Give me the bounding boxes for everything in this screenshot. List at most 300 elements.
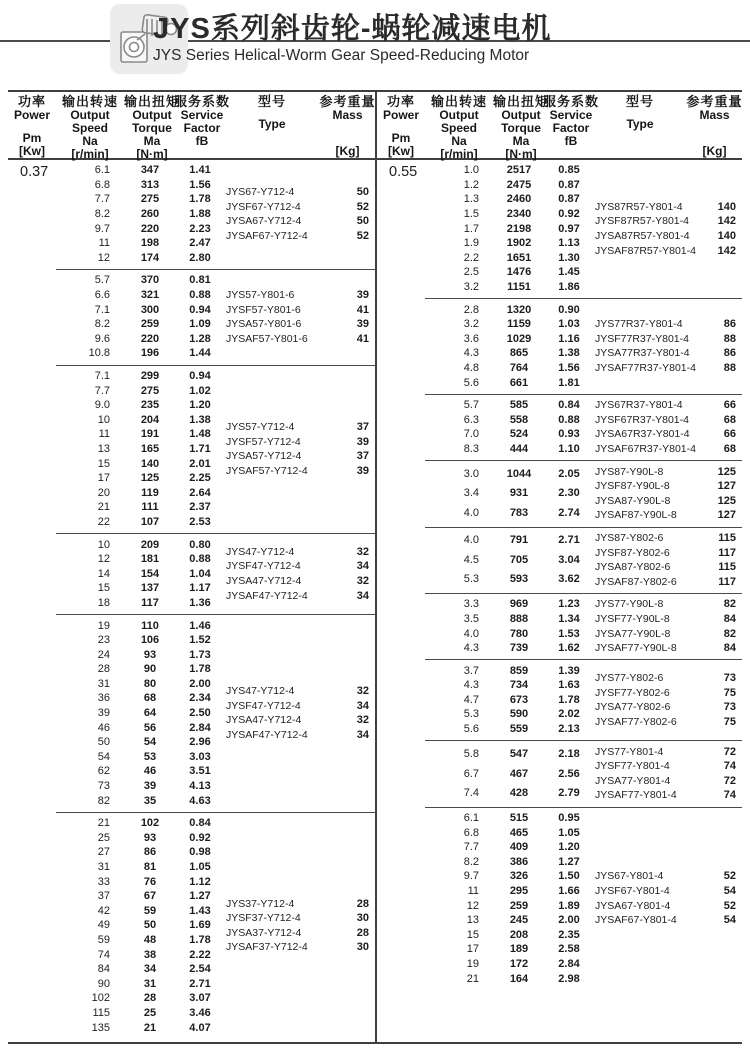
torque-cell: 260 — [140, 208, 160, 221]
table-row — [56, 552, 224, 567]
torque-cell: 39 — [143, 780, 157, 793]
model-type: JYSF47-Y712-4 — [226, 699, 301, 712]
torque-cell: 196 — [140, 347, 160, 360]
power-column-spacer — [8, 369, 56, 530]
torque-cell: 791 — [509, 534, 529, 547]
mass-unit: [Kg] — [335, 144, 360, 158]
numeric-rows — [56, 618, 224, 808]
table-row — [425, 626, 593, 641]
power-symbol: Pm — [22, 131, 42, 145]
model-row — [593, 671, 736, 686]
speed-cell: 6.6 — [94, 289, 110, 302]
speed-cell: 1.9 — [463, 237, 479, 250]
numeric-rows — [425, 398, 593, 456]
torque-cell: 661 — [509, 376, 529, 389]
table-row — [425, 957, 593, 972]
power-label-cn: 功率 — [17, 94, 46, 109]
model-row — [224, 698, 369, 713]
model-type: JYSF67-Y801-4 — [595, 885, 670, 898]
speed-cell: 9.7 — [94, 222, 110, 235]
model-row — [593, 508, 736, 523]
model-list — [224, 369, 375, 530]
torque-cell: 119 — [141, 486, 159, 499]
numeric-rows — [425, 302, 593, 390]
factor-cell: 3.07 — [189, 992, 211, 1005]
factor-cell: 1.44 — [189, 347, 211, 360]
torque-cell: 321 — [140, 289, 160, 302]
factor-cell: 3.62 — [558, 573, 580, 586]
torque-cell: 1651 — [506, 251, 532, 264]
table-row — [425, 442, 593, 457]
model-mass: 74 — [723, 760, 736, 773]
speed-cell: 3.2 — [463, 318, 479, 331]
table-row — [56, 302, 224, 317]
speed-cell: 17 — [97, 472, 110, 485]
col-header-mass — [320, 95, 375, 158]
factor-cell: 1.13 — [558, 237, 580, 250]
torque-cell: 110 — [141, 619, 159, 632]
numeric-rows — [56, 369, 224, 530]
factor-cell: 1.78 — [189, 933, 211, 946]
torque-cell: 198 — [140, 237, 160, 250]
model-type: JYSF87R57-Y801-4 — [595, 215, 689, 228]
table-row — [425, 693, 593, 708]
torque-cell: 125 — [140, 472, 160, 485]
factor-cell: 2.47 — [189, 237, 211, 250]
factor-cell: 2.18 — [558, 748, 580, 761]
model-mass: 142 — [717, 215, 736, 228]
factor-cell: 3.51 — [189, 765, 211, 778]
torque-cell: 467 — [509, 767, 529, 780]
speed-cell: 4.0 — [463, 506, 479, 519]
torque-cell: 259 — [140, 318, 160, 331]
table-row — [425, 361, 593, 376]
table-row — [56, 471, 224, 486]
model-row — [593, 531, 736, 546]
model-row — [593, 744, 736, 759]
torque-cell: 313 — [140, 178, 160, 191]
table-row — [425, 207, 593, 222]
row-group — [377, 807, 742, 990]
model-mass: 88 — [723, 332, 736, 345]
factor-cell: 2.13 — [558, 723, 580, 736]
torque-cell: 209 — [140, 538, 160, 551]
power-unit: [Kw] — [19, 144, 45, 158]
table-row — [425, 265, 593, 280]
torque-cell: 164 — [509, 972, 529, 985]
model-row — [593, 913, 736, 928]
model-row — [224, 911, 369, 926]
table-header — [377, 92, 742, 160]
torque-label-cn: 输出扭矩 — [124, 94, 181, 109]
speed-cell: 3.0 — [463, 468, 479, 480]
speed-cell: 4.0 — [463, 627, 479, 640]
model-row — [593, 346, 736, 361]
factor-cell: 1.71 — [189, 442, 211, 455]
speed-cell: 1.2 — [463, 178, 479, 191]
torque-cell: 56 — [143, 721, 157, 734]
speed-cell: 5.6 — [463, 376, 479, 389]
torque-cell: 189 — [509, 943, 529, 956]
table-row — [56, 207, 224, 222]
table-row — [56, 991, 224, 1006]
torque-cell: 220 — [140, 332, 160, 345]
table-row — [56, 332, 224, 347]
factor-cell: 1.12 — [189, 875, 211, 888]
torque-cell: 86 — [143, 846, 157, 859]
table-row — [56, 793, 224, 808]
speed-cell: 5.7 — [94, 274, 110, 287]
model-mass: 34 — [356, 560, 369, 573]
table-row — [56, 706, 224, 721]
row-group — [8, 365, 375, 534]
factor-cell: 1.28 — [189, 332, 211, 345]
factor-cell: 1.09 — [189, 318, 211, 331]
factor-cell: 2.71 — [189, 977, 211, 990]
torque-cell: 1044 — [506, 468, 532, 480]
power-label-en: Power — [13, 108, 50, 122]
model-type: JYS77-Y802-6 — [595, 672, 664, 684]
model-type: JYS67-Y712-4 — [226, 186, 295, 199]
factor-cell: 0.97 — [558, 222, 580, 235]
torque-cell: 208 — [509, 928, 529, 941]
speed-cell: 21 — [97, 501, 110, 514]
torque-cell: 93 — [143, 648, 157, 661]
torque-cell: 21 — [143, 1021, 157, 1034]
table-row — [425, 597, 593, 612]
torque-cell: 90 — [143, 663, 157, 676]
power-column-spacer — [8, 163, 56, 265]
factor-cell: 2.00 — [558, 914, 580, 927]
speed-cell: 7.1 — [94, 370, 110, 383]
row-group — [8, 614, 375, 812]
model-mass: 50 — [356, 186, 369, 199]
torque-cell: 53 — [143, 750, 157, 763]
torque-cell: 515 — [509, 812, 529, 825]
table-row — [56, 1020, 224, 1035]
factor-cell: 2.79 — [558, 787, 580, 799]
torque-cell: 204 — [140, 413, 160, 426]
model-type: JYSAF47-Y712-4 — [226, 589, 308, 602]
torque-cell: 165 — [140, 442, 160, 455]
model-row — [593, 788, 736, 803]
torque-cell: 1320 — [506, 303, 532, 316]
factor-cell: 3.46 — [189, 1006, 211, 1019]
table-row — [56, 236, 224, 251]
speed-cell: 1.3 — [463, 193, 479, 206]
table-row — [425, 884, 593, 899]
speed-cell: 46 — [97, 721, 110, 734]
speed-cell: 4.8 — [463, 362, 479, 375]
power-column-spacer — [377, 464, 425, 522]
factor-cell: 1.53 — [558, 627, 580, 640]
torque-cell: 220 — [140, 222, 160, 235]
speed-cell: 13 — [97, 442, 110, 455]
table-row — [425, 486, 593, 501]
type-label-cn: 型号 — [257, 94, 286, 109]
table-row — [56, 691, 224, 706]
model-type: JYS57-Y801-6 — [226, 289, 295, 302]
torque-cell: 2460 — [506, 193, 532, 206]
numeric-rows — [425, 811, 593, 986]
model-list — [593, 597, 742, 655]
speed-cell: 15 — [97, 582, 110, 595]
torque-cell: 31 — [143, 977, 157, 990]
speed-cell: 10 — [97, 413, 110, 426]
model-list — [224, 163, 375, 265]
model-row — [593, 214, 736, 229]
power-column-spacer — [8, 618, 56, 808]
speed-cell: 5.7 — [463, 399, 479, 412]
speed-cell: 49 — [97, 919, 110, 932]
torque-cell: 81 — [143, 861, 157, 874]
model-row — [224, 420, 369, 435]
model-mass: 115 — [718, 561, 736, 574]
model-row — [593, 479, 736, 494]
model-mass: 68 — [723, 442, 736, 455]
factor-cell: 0.85 — [558, 164, 580, 177]
speed-cell: 2.5 — [463, 266, 479, 279]
speed-cell: 6.1 — [94, 164, 110, 177]
table-row — [56, 845, 224, 860]
table-row — [56, 485, 224, 500]
power-column-spacer — [377, 597, 425, 655]
factor-cell: 1.81 — [558, 376, 580, 389]
model-mass: 142 — [717, 244, 736, 257]
model-row — [593, 626, 736, 641]
torque-cell: 38 — [143, 948, 157, 961]
torque-cell: 154 — [140, 567, 160, 580]
col-header-factor: 服务系数 Service Factor fB — [543, 94, 600, 148]
factor-cell: 2.30 — [558, 487, 580, 500]
model-mass: 39 — [356, 435, 369, 448]
speed-cell: 2.8 — [463, 303, 479, 316]
row-group — [377, 460, 742, 526]
table-row — [425, 236, 593, 251]
factor-cell: 1.88 — [189, 208, 211, 221]
torque-cell: 48 — [143, 933, 157, 946]
model-row — [593, 398, 736, 413]
speed-cell: 2.2 — [463, 251, 479, 264]
torque-cell: 235 — [140, 399, 160, 412]
factor-cell: 1.10 — [558, 442, 580, 455]
model-type: JYSAF37-Y712-4 — [226, 941, 308, 954]
table-row — [56, 735, 224, 750]
speed-cell: 1.0 — [463, 164, 479, 177]
table-row — [56, 1006, 224, 1021]
factor-cell: 2.02 — [558, 708, 580, 721]
model-row — [224, 545, 369, 560]
page-subtitle: JYS Series Helical-Worm Gear Speed-Reducing Motor — [153, 47, 530, 64]
torque-cell: 102 — [140, 817, 160, 830]
factor-cell: 1.52 — [189, 634, 211, 647]
table-row — [56, 962, 224, 977]
table-row — [425, 572, 593, 587]
power-column-spacer — [8, 537, 56, 610]
factor-cell: 1.50 — [558, 870, 580, 883]
model-row — [224, 317, 369, 332]
model-type: JYSA57-Y801-6 — [226, 318, 302, 331]
model-type: JYSF77-Y90L-8 — [595, 612, 670, 625]
col-header-speed: 输出转速 Output Speed Na [r/min] — [61, 94, 118, 161]
model-type: JYSA77R37-Y801-4 — [595, 347, 690, 360]
torque-cell: 590 — [509, 708, 529, 721]
speed-cell: 31 — [97, 677, 110, 690]
model-mass: 37 — [356, 450, 369, 463]
factor-cell: 1.63 — [558, 679, 580, 692]
torque-cell: 444 — [509, 442, 529, 455]
torque-cell: 409 — [509, 841, 529, 854]
factor-cell: 1.56 — [558, 362, 580, 375]
factor-cell: 1.17 — [189, 582, 211, 595]
table-row — [425, 913, 593, 928]
model-row — [593, 898, 736, 913]
model-row — [593, 413, 736, 428]
factor-cell: 1.69 — [189, 919, 211, 932]
row-group — [8, 160, 375, 269]
table-row — [56, 860, 224, 875]
factor-cell: 2.01 — [189, 457, 211, 470]
speed-cell: 22 — [97, 515, 110, 528]
torque-cell: 107 — [140, 515, 160, 528]
table-row — [425, 506, 593, 521]
model-mass: 66 — [723, 399, 736, 412]
model-type: JYSA47-Y712-4 — [226, 575, 302, 588]
model-type: JYS77-Y801-4 — [595, 745, 664, 758]
torque-cell: 558 — [509, 413, 529, 426]
model-type: JYS67-Y801-4 — [595, 870, 664, 883]
factor-cell: 1.05 — [189, 861, 211, 874]
table-row — [56, 647, 224, 662]
speed-cell: 4.3 — [463, 679, 479, 692]
factor-cell: 0.87 — [558, 193, 580, 206]
table-row — [56, 816, 224, 831]
table-row — [56, 779, 224, 794]
table-header — [8, 92, 375, 160]
torque-cell: 295 — [509, 885, 529, 898]
speed-cell: 42 — [97, 904, 110, 917]
speed-cell: 7.4 — [463, 787, 479, 799]
speed-cell: 12 — [97, 251, 110, 264]
mass-label-cn: 参考重量 — [319, 94, 376, 109]
table-row — [425, 855, 593, 870]
model-type: JYS47-Y712-4 — [226, 685, 295, 698]
factor-cell: 2.53 — [189, 515, 211, 528]
table-row — [425, 192, 593, 207]
factor-cell: 2.54 — [189, 963, 211, 976]
torque-cell: 174 — [140, 251, 160, 264]
factor-cell: 0.84 — [189, 817, 211, 830]
table-row — [56, 889, 224, 904]
model-type: JYSF77-Y801-4 — [595, 760, 670, 773]
torque-cell: 739 — [509, 642, 529, 655]
table-row — [56, 500, 224, 515]
model-list — [593, 663, 742, 736]
torque-cell: 46 — [143, 765, 157, 778]
speed-cell: 9.0 — [94, 399, 110, 412]
model-mass: 72 — [723, 745, 736, 758]
torque-cell: 191 — [140, 428, 160, 441]
model-type: JYSA87-Y802-6 — [595, 561, 671, 574]
model-row — [224, 449, 369, 464]
numeric-rows — [56, 273, 224, 361]
table-row — [56, 515, 224, 530]
model-type: JYSF87-Y90L-8 — [595, 480, 670, 493]
speed-cell: 27 — [97, 846, 110, 859]
model-row — [224, 464, 369, 479]
model-row — [224, 229, 369, 244]
model-mass: 41 — [356, 303, 369, 316]
model-type: JYS47-Y712-4 — [226, 545, 295, 558]
factor-cell: 2.58 — [558, 943, 580, 956]
table-row — [425, 869, 593, 884]
factor-cell: 3.03 — [189, 750, 211, 763]
factor-cell: 2.22 — [189, 948, 211, 961]
power-value: 0.55 — [389, 164, 418, 180]
col-header-speed: 输出转速 Output Speed Na [r/min] — [430, 94, 487, 161]
torque-cell: 673 — [509, 693, 529, 706]
speed-cell: 6.3 — [463, 413, 479, 426]
model-type: JYSA87-Y90L-8 — [595, 494, 671, 507]
speed-cell: 82 — [97, 794, 110, 807]
model-type: JYSAF77-Y802-6 — [595, 715, 677, 728]
model-row — [593, 884, 736, 899]
model-row — [593, 317, 736, 332]
power-column-spacer — [377, 663, 425, 736]
factor-cell: 2.05 — [558, 468, 580, 480]
factor-cell: 0.88 — [558, 413, 580, 426]
model-mass: 125 — [717, 494, 736, 507]
torque-cell: 888 — [509, 612, 529, 625]
torque-cell: 524 — [509, 428, 529, 441]
table-row — [425, 766, 593, 781]
factor-cell: 2.98 — [558, 972, 580, 985]
model-mass: 54 — [723, 885, 736, 898]
table-row — [56, 566, 224, 581]
model-mass: 84 — [723, 642, 736, 655]
table-row — [56, 618, 224, 633]
numeric-rows — [425, 663, 593, 736]
speed-cell: 37 — [97, 890, 110, 903]
speed-cell: 102 — [91, 992, 110, 1005]
speed-cell: 3.5 — [463, 612, 479, 625]
power-column-spacer — [377, 531, 425, 589]
numeric-rows — [425, 464, 593, 522]
model-row — [593, 597, 736, 612]
torque-cell: 2475 — [506, 178, 532, 191]
table-row — [425, 163, 593, 178]
model-mass: 32 — [356, 575, 369, 588]
table-row — [56, 456, 224, 471]
model-mass: 52 — [356, 229, 369, 242]
torque-cell: 54 — [143, 736, 157, 749]
torque-cell: 2198 — [506, 222, 532, 235]
factor-cell: 2.74 — [558, 506, 580, 519]
factor-cell: 2.23 — [189, 222, 211, 235]
model-row — [593, 199, 736, 214]
model-type: JYS37-Y712-4 — [226, 897, 295, 910]
speed-cell: 7.7 — [94, 384, 110, 397]
model-type: JYSAF87-Y90L-8 — [595, 509, 677, 522]
model-type: JYSF37-Y712-4 — [226, 912, 301, 925]
model-mass: 39 — [356, 289, 369, 302]
model-type: JYSA47-Y712-4 — [226, 714, 302, 727]
torque-cell: 50 — [143, 919, 157, 932]
col-header-mass: 参考重量 Mass [Kg] — [686, 94, 743, 158]
model-type: JYSA77-Y90L-8 — [595, 627, 671, 640]
model-mass: 32 — [356, 545, 369, 558]
table-row — [56, 874, 224, 889]
